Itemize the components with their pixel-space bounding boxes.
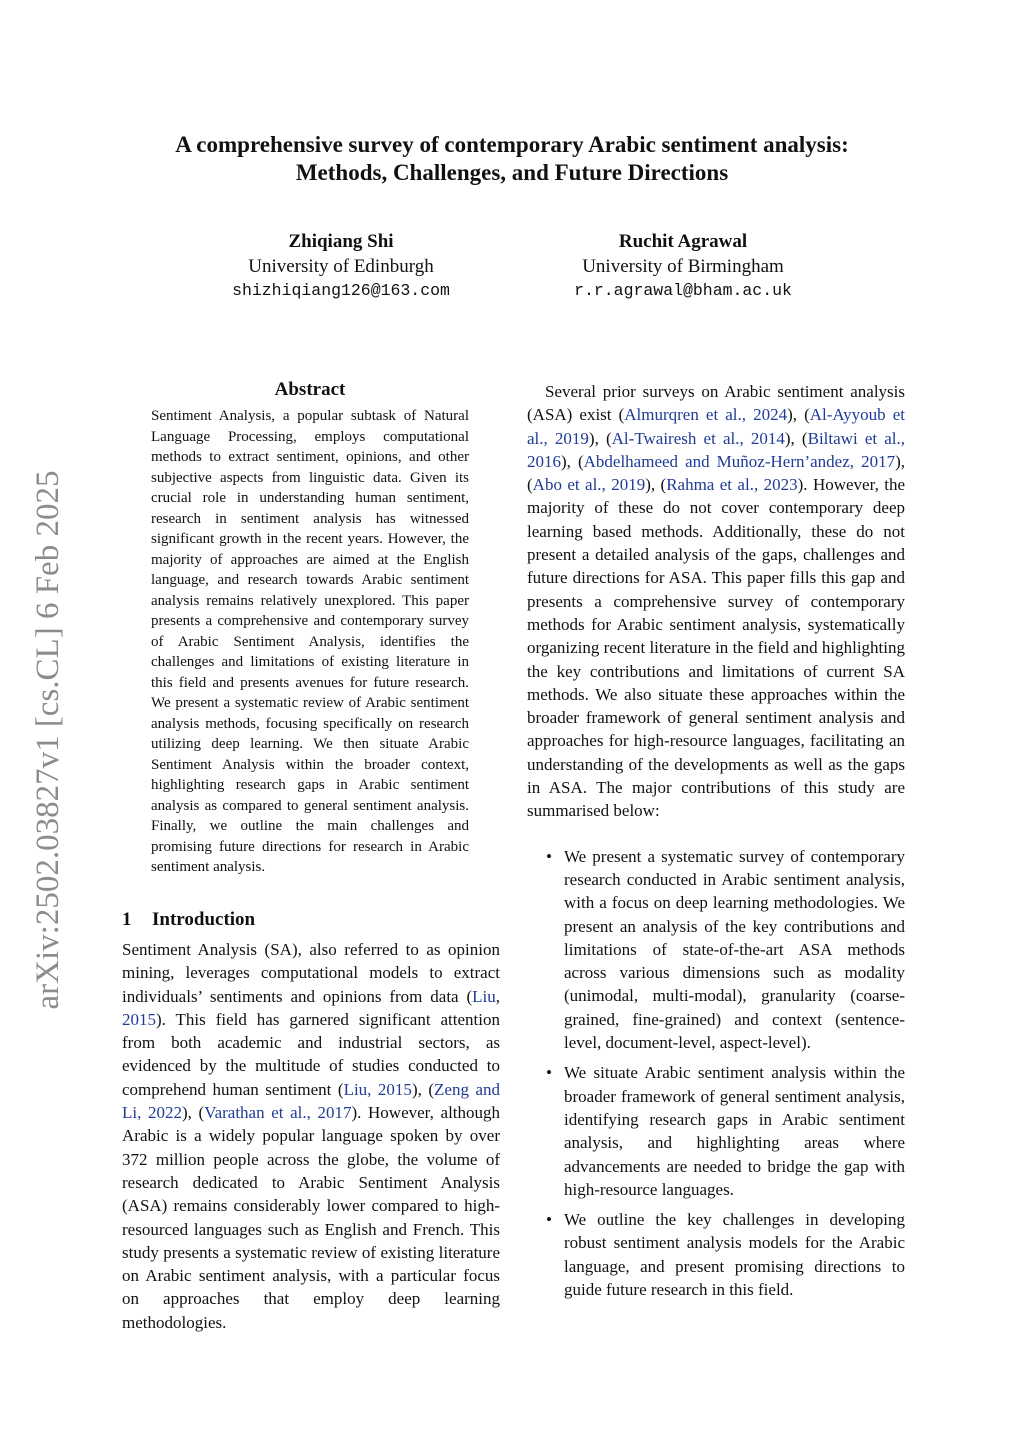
author-block-2: [483, 230, 883, 303]
list-item-text: We present a systematic survey of contemporary research conducted in Arabic sentiment analysis, with a focus on deep learning methodologies. We present an analysis of the key contributions and limitations of state-of-the-art ASA methods across various dimensions such as modality (unimodal, multi-modal), granularity (coarse-grained, fine-grained) and context (sentence-level, document-level, aspect-level).: [564, 846, 905, 1053]
citation-link[interactable]: Liu: [472, 986, 496, 1006]
introduction-body: [122, 938, 500, 1334]
text-run: ), (: [784, 428, 808, 448]
section-number: 1: [122, 909, 132, 930]
text-run: ), (: [787, 405, 810, 425]
citation-link[interactable]: 2015: [122, 1009, 156, 1029]
section-title: Introduction: [152, 909, 256, 930]
citation-link[interactable]: Al-Twairesh et al., 2014: [611, 428, 785, 448]
list-item: [527, 845, 905, 1055]
paper-title: [110, 131, 914, 187]
text-run: Sentiment Analysis (SA), also referred to as opinion mining, leverages computational models to extract individuals’ sentiments and opinions from data (: [122, 940, 500, 1006]
citation-link[interactable]: Varathan et al., 2017: [204, 1103, 352, 1123]
list-item-text: We situate Arabic sentiment analysis within the broader framework of general sentiment analysis, identifying research gaps in Arabic sentiment analysis, and highlighting areas where advancements are needed to bridge the gap with high-resource languages.: [564, 1063, 905, 1199]
right-column: [527, 380, 905, 1308]
citation-link[interactable]: Abdelhameed and Muñoz-Hern’andez, 2017: [583, 451, 896, 471]
bullet-icon: •: [546, 846, 552, 866]
author-name: Zhiqiang Shi: [288, 231, 394, 252]
text-run: ), (: [411, 1079, 435, 1099]
prior-surveys-paragraph: [527, 380, 905, 823]
introduction-paragraph: [122, 938, 500, 1334]
citation-link[interactable]: Biltawi et al., 2016: [527, 428, 906, 471]
list-item-text: We outline the key challenges in developing robust sentiment analysis models for the Arabic language, and present promising directions to guide future research in this field.: [564, 1210, 905, 1299]
text-run: ), (: [561, 451, 584, 471]
text-run: ,: [495, 986, 500, 1006]
text-run: ), (: [527, 451, 905, 495]
bullet-icon: •: [546, 1210, 552, 1230]
author-email: r.r.agrawal@bham.ac.uk: [574, 281, 792, 300]
abstract-section: [151, 378, 469, 878]
citation-link[interactable]: Rahma et al., 2023: [666, 475, 798, 495]
arxiv-identifier: arXiv:2502.03827v1 [cs.CL] 6 Feb 2025: [30, 470, 66, 1010]
author-name: Ruchit Agrawal: [618, 231, 748, 252]
citation-link[interactable]: Abo et al., 2019: [532, 475, 646, 495]
title-line-2: Methods, Challenges, and Future Directions: [295, 160, 729, 185]
title-line-1: A comprehensive survey of contemporary Arabic sentiment analysis:: [175, 132, 849, 157]
abstract-heading: Abstract: [274, 379, 346, 400]
author-affiliation: University of Edinburgh: [248, 256, 434, 277]
text-run: ), (: [181, 1103, 205, 1123]
text-run: ), (: [588, 428, 612, 448]
text-run: ). However, although Arabic is a widely popular language spoken by over 372 million people across the globe, the volume of research dedicated to Arabic Sentiment Analysis (ASA) remains considerably lower compared to high-resourced languages such as English and French. This study presents a systematic review of existing literature on Arabic sentiment analysis, with a particular focus on approaches that employ deep learning methodologies.: [122, 1103, 501, 1332]
list-item: [527, 1208, 905, 1301]
bullet-icon: •: [546, 1063, 552, 1083]
section-heading-introduction: [122, 908, 255, 932]
citation-link[interactable]: Al-Ayyoub et al., 2019: [527, 405, 905, 448]
author-affiliation: University of Birmingham: [582, 256, 784, 277]
citation-link[interactable]: Almurqren et al., 2024: [624, 405, 788, 425]
author-block-1: [141, 230, 541, 303]
text-run: ), (: [645, 475, 667, 495]
list-item: [527, 1061, 905, 1201]
abstract-text: Sentiment Analysis, a popular subtask of Natural Language Processing, employs computational methods to extract sentiment, opinions, and other subjective aspects from linguistic data. Given its crucial role in understanding human sentiment, research in sentiment analysis has witnessed significant growth in the recent years. However, the majority of approaches are aimed at the English language, and research towards Arabic sentiment analysis remains relatively unexplored. This paper presents a comprehensive and contemporary survey of Arabic Sentiment Analysis, identifies the challenges and limitations of existing literature in this field and presents avenues for future research. We present a systematic review of Arabic sentiment analysis methods, focusing specifically on research utilizing deep learning. We then situate Arabic Sentiment Analysis within the broader context, highlighting research gaps in Arabic sentiment analysis as compared to general sentiment analysis. Finally, we outline the main challenges and promising future directions for research in Arabic sentiment analysis.: [151, 408, 469, 875]
author-email: shizhiqiang126@163.com: [232, 281, 450, 300]
citation-link[interactable]: Zeng and Li, 2022: [122, 1079, 500, 1123]
text-run: ). However, the majority of these do not cover contemporary deep learning based methods. Additionally, these do not present a detailed analysis of the gaps, challenges and future directions for ASA. This paper fills this gap and presents a comprehensive survey of contemporary methods for Arabic sentiment analysis, systematically organizing recent literature in the field and highlighting the key contributions and limitations of current SA methods. We also situate these approaches within the broader framework of general sentiment analysis and approaches for high-resource languages, facilitating an understanding of the developments as well as the gaps in ASA. The major contributions of this study are summarised below:: [527, 475, 905, 821]
citation-link[interactable]: Liu, 2015: [343, 1079, 412, 1099]
text-run: ). This field has garnered significant attention from both academic and industrial sectors, as evidenced by the multitude of studies conducted to comprehend human sentiment (: [122, 1009, 500, 1099]
text-run: Several prior surveys on Arabic sentiment analysis (ASA) exist (: [527, 382, 905, 425]
contributions-list: [527, 845, 905, 1302]
